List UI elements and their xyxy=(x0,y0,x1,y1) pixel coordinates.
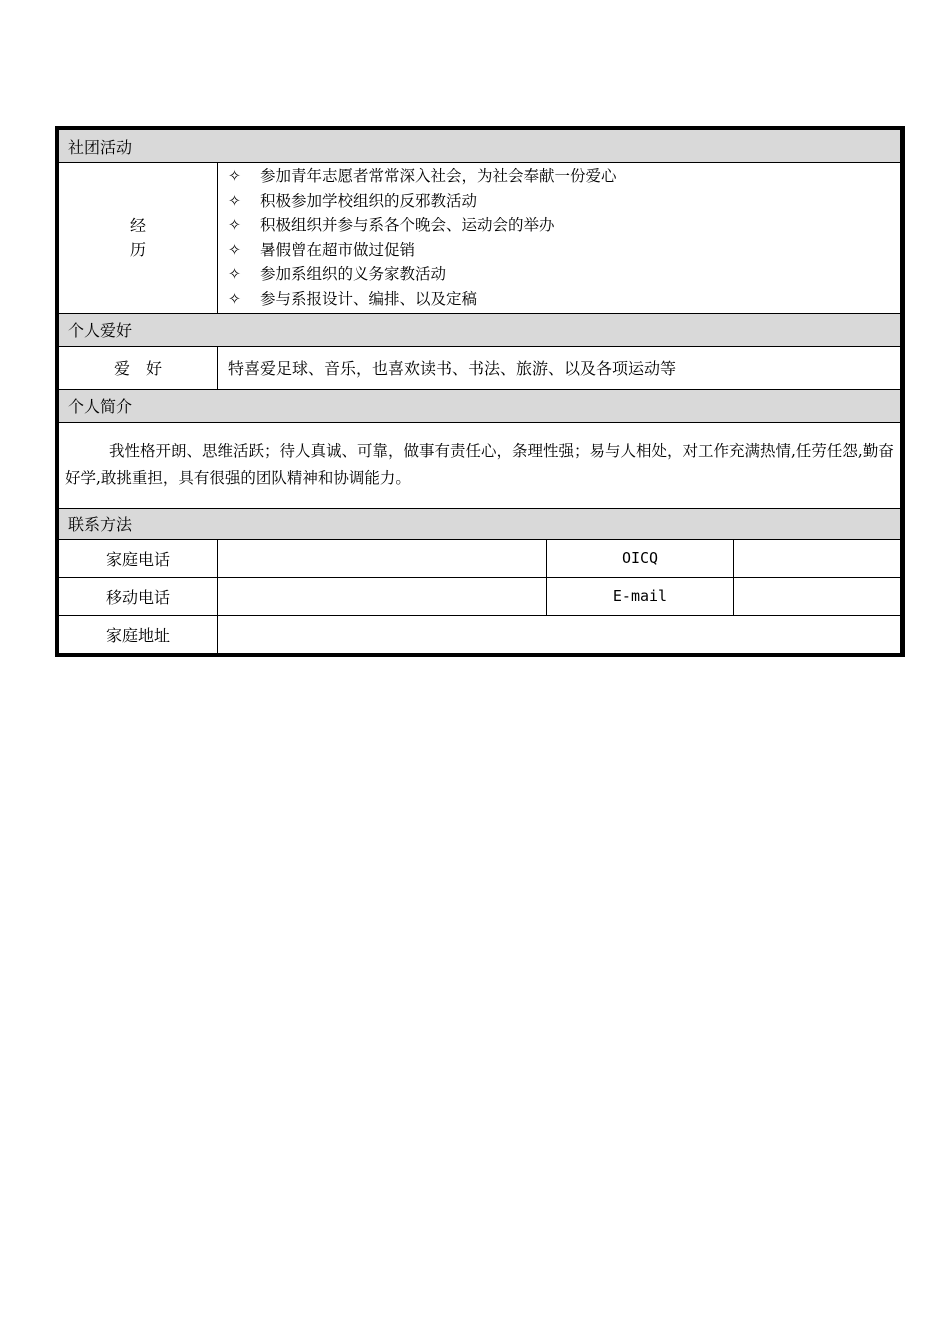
hobby-row xyxy=(59,346,901,389)
address-value xyxy=(218,615,901,653)
club-experience-row xyxy=(59,163,901,314)
email-value xyxy=(734,577,901,615)
diamond-bullet-icon: ✧ xyxy=(228,289,241,308)
experience-item: ✧ 参加系组织的义务家教活动 xyxy=(228,262,900,287)
contact-section-header: 联系方法 xyxy=(59,508,901,539)
contact-row-address xyxy=(59,615,901,653)
hobby-label: 爱 好 xyxy=(59,346,218,389)
diamond-bullet-icon: ✧ xyxy=(228,265,241,284)
contact-section-header-row xyxy=(59,508,901,539)
contact-row-home-phone xyxy=(59,539,901,577)
intro-section-header: 个人简介 xyxy=(59,389,901,422)
oicq-label: OICQ xyxy=(547,539,734,577)
diamond-bullet-icon: ✧ xyxy=(228,240,241,259)
hobby-section-header: 个人爱好 xyxy=(59,313,901,346)
email-label: E-mail xyxy=(547,577,734,615)
diamond-bullet-icon: ✧ xyxy=(228,191,241,210)
resume-table xyxy=(58,129,901,654)
address-label: 家庭地址 xyxy=(59,615,218,653)
experience-item: ✧ 参与系报设计、编排、以及定稿 xyxy=(228,287,900,312)
home-phone-label: 家庭电话 xyxy=(59,539,218,577)
intro-row xyxy=(59,422,901,508)
intro-text: 我性格开朗、思维活跃；待人真诚、可靠，做事有责任心，条理性强；易与人相处，对工作充满热情,任劳任怨,勤奋好学,敢挑重担，具有很强的团队精神和协调能力。 xyxy=(59,422,901,508)
intro-section-header-row xyxy=(59,389,901,422)
experience-item: ✧ 积极参加学校组织的反邪教活动 xyxy=(228,189,900,214)
experience-list xyxy=(218,163,900,313)
experience-label-line2: 历 xyxy=(129,239,146,259)
oicq-value xyxy=(734,539,901,577)
experience-item: ✧ 暑假曾在超市做过促销 xyxy=(228,238,900,263)
diamond-bullet-icon: ✧ xyxy=(228,167,241,185)
home-phone-value xyxy=(218,539,547,577)
experience-list-cell xyxy=(218,163,901,314)
club-section-header: 社团活动 xyxy=(59,130,901,163)
mobile-value xyxy=(218,577,547,615)
hobby-text: 特喜爱足球、音乐，也喜欢读书、书法、旅游、以及各项运动等 xyxy=(218,346,901,389)
diamond-bullet-icon: ✧ xyxy=(228,216,241,235)
resume-table-sheet xyxy=(55,126,905,657)
club-section-header-row xyxy=(59,130,901,163)
contact-row-mobile xyxy=(59,577,901,615)
mobile-label: 移动电话 xyxy=(59,577,218,615)
experience-label-line1: 经 xyxy=(129,215,146,235)
experience-item: ✧ 参加青年志愿者常常深入社会，为社会奉献一份爱心 xyxy=(228,164,900,189)
experience-label-cell xyxy=(59,163,218,314)
experience-item: ✧ 积极组织并参与系各个晚会、运动会的举办 xyxy=(228,213,900,238)
hobby-section-header-row xyxy=(59,313,901,346)
